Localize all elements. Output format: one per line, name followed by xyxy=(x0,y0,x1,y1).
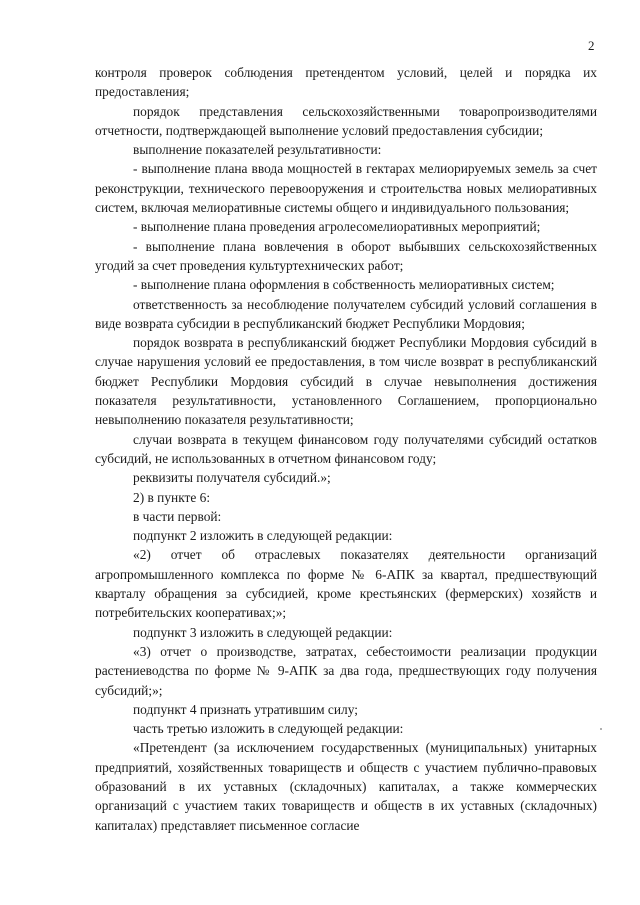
paragraph-3: выполнение показателей результативности: xyxy=(133,142,382,158)
paragraph-20: «Претендент (за исключением государственных (муниципальных) унитарных предприятий, хозяйственных товариществ и обществ с участием публично-правовых образований в их уставных (складочных) капиталах, а также коммерческих организаций с участием таких товариществ и обществ в их уставных (складочных) капиталах) представляет письменное согласие xyxy=(95,740,597,833)
paragraph-13: в части первой: xyxy=(133,508,222,524)
paragraph-2: порядок представления сельскохозяйственными товаропроизводителями отчетности, подтверждающей выполнение условий предоставления субсидии; xyxy=(95,103,597,138)
paragraph-1: контроля проверок соблюдения претендентом условий, целей и порядка их предоставления; xyxy=(95,65,597,100)
paragraph-15: «2) отчет об отраслевых показателях деятельности организаций агропромышленного комплекса по форме № 6-АПК за квартал, предшествующий кварталу обращения за субсидией, кроме крестьянских (фермерских) хозяйств и потребительских кооперативах;»; xyxy=(95,547,597,621)
paragraph-19: часть третью изложить в следующей редакции: xyxy=(133,721,404,737)
paragraph-17: «3) отчет о производстве, затратах, себестоимости реализации продукции растениеводства по форме № 9-АПК за два года, предшествующих году получения субсидий;»; xyxy=(95,643,597,698)
paragraph-10: случаи возврата в текущем финансовом году получателями субсидий остатков субсидий, не использованных в отчетном финансовом году; xyxy=(95,431,597,466)
page-number: 2 xyxy=(588,38,595,53)
paragraph-11: реквизиты получателя субсидий.»; xyxy=(133,470,331,486)
paragraph-16: подпункт 3 изложить в следующей редакции: xyxy=(133,624,393,640)
paragraph-9: порядок возврата в республиканский бюджет Республики Мордовия субсидий в случае нарушения условий ее предоставления, в том числе возврат в республиканский бюджет Республики Мордовия субсидий в случае невыполнения достижения показателя результативности, установленного Соглашением, пропорционально невыполнению показателя результативности; xyxy=(95,335,597,428)
paragraph-5: - выполнение плана проведения агролесомелиоративных мероприятий; xyxy=(133,219,541,235)
document-body xyxy=(95,63,597,835)
paragraph-14: подпункт 2 изложить в следующей редакции: xyxy=(133,528,393,544)
paragraph-12: 2) в пункте 6: xyxy=(133,489,211,505)
paragraph-7: - выполнение плана оформления в собственность мелиоративных систем; xyxy=(133,277,555,293)
paragraph-4: - выполнение плана ввода мощностей в гектарах мелиорируемых земель за счет реконструкции, технического перевооружения и строительства новых мелиоративных систем, включая мелиоративные системы общего и индивидуального пользования; xyxy=(95,161,597,216)
scan-speck xyxy=(600,728,602,730)
paragraph-18: подпункт 4 признать утратившим силу; xyxy=(133,701,358,717)
paragraph-8: ответственность за несоблюдение получателем субсидий условий соглашения в виде возврата субсидии в республиканский бюджет Республики Мордовия; xyxy=(95,296,597,331)
paragraph-6: - выполнение плана вовлечения в оборот выбывших сельскохозяйственных угодий за счет проведения культуртехнических работ; xyxy=(95,238,597,273)
